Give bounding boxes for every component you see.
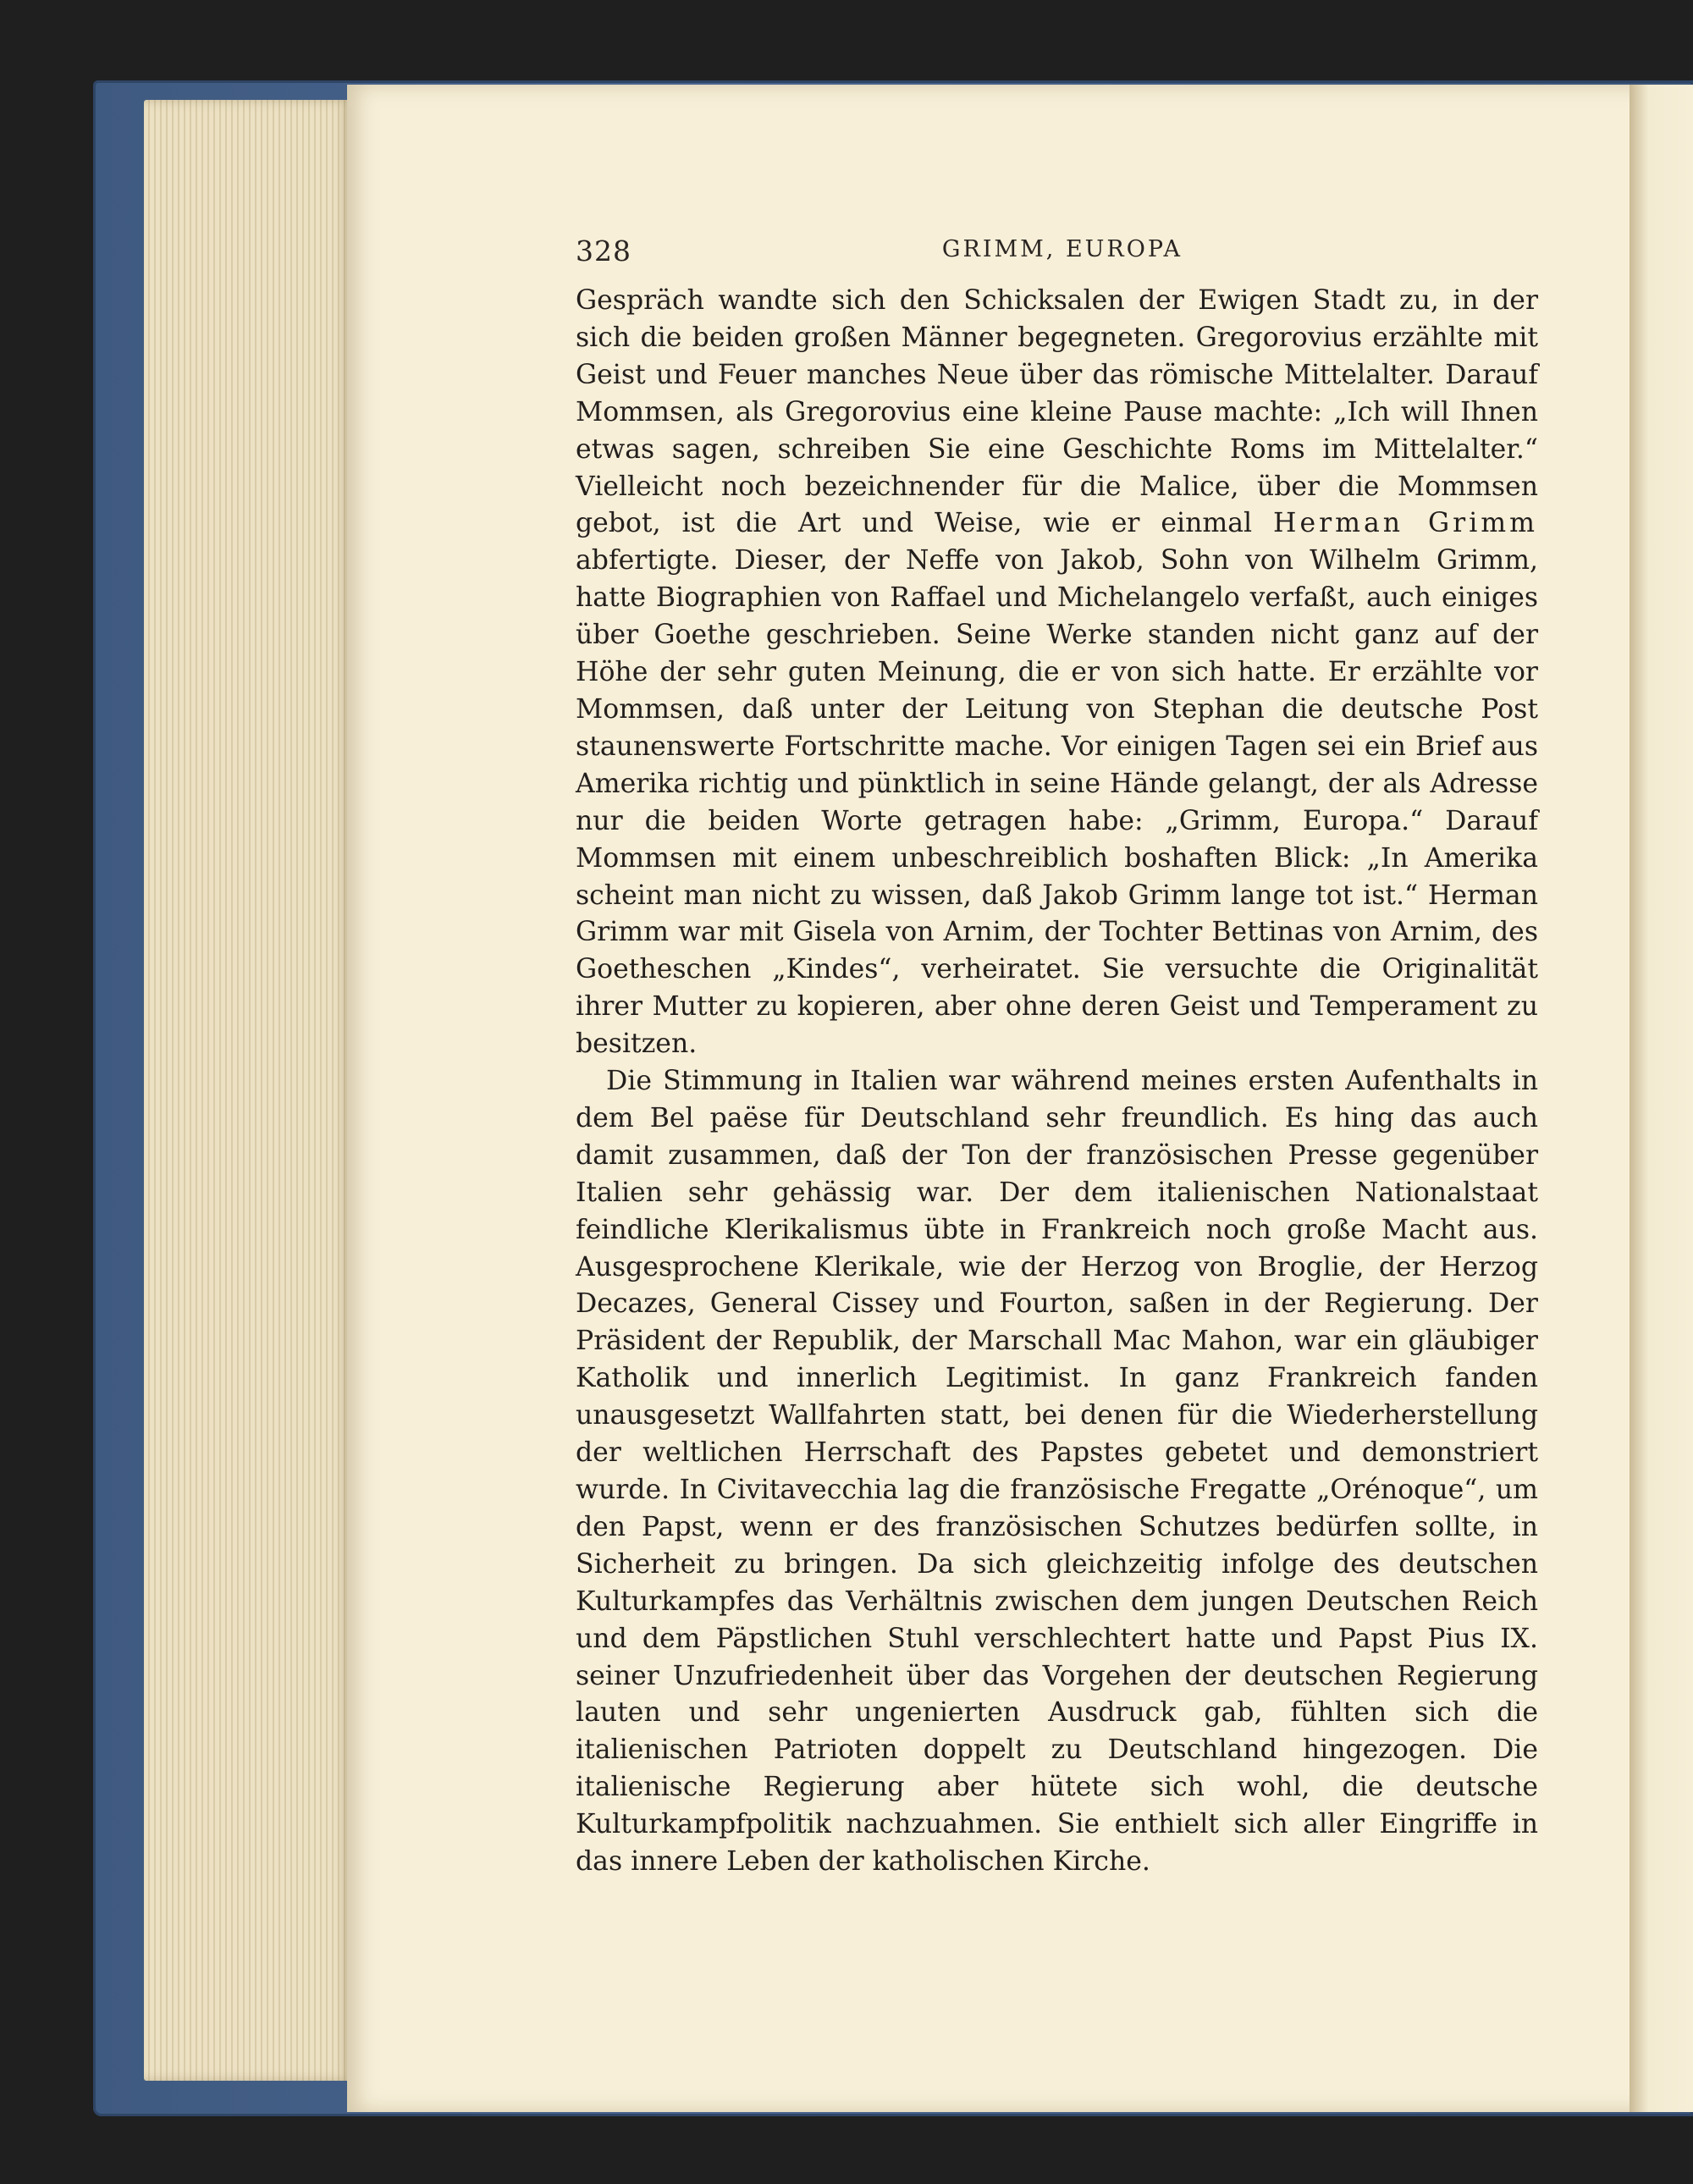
paragraph-2: Die Stimmung in Italien war während meines ersten Aufenthalts in dem Bel paëse für Deutschland sehr freundlich. Es hing das auch damit zusammen, daß der Ton der französischen Presse gegenüber Italien sehr gehässig war. Der dem italienischen Nationalstaat feindliche Klerikalismus übte in Frankreich noch große Macht aus. Ausgesprochene Klerikale, wie der Herzog von Broglie, der Herzog Decazes, General Cissey und Fourton, saßen in der Regierung. Der Präsident der Republik, der Marschall Mac Mahon, war ein gläubiger Katholik und innerlich Legitimist. In ganz Frankreich fanden unausgesetzt Wallfahrten statt, bei denen für die Wiederherstellung der weltlichen Herrschaft des Papstes gebetet und demonstriert wurde. In Civitavecchia lag die französische Fregatte „Orénoque“, um den Papst, wenn er des französischen Schutzes bedürfen sollte, in Sicherheit zu bringen. Da sich gleichzeitig infolge des deutschen Kulturkampfes das Verhältnis zwischen dem jungen Deutschen Reich und dem Päpstlichen Stuhl verschlechtert hatte und Papst Pius IX. seiner Unzufriedenheit über das Vorgehen der deutschen Regierung lauten und sehr ungenierten Ausdruck gab, fühlten sich die italienischen Patrioten doppelt zu Deutschland hingezogen. Die italienische Regierung aber hütete sich wohl, die deutsche Kulturkampfpolitik nachzuahmen. Sie enthielt sich aller Eingriffe in das innere Leben der katholischen Kirche. bbox=[576, 1066, 1538, 1878]
body-text bbox=[576, 283, 1538, 1881]
page-number: 328 bbox=[576, 234, 631, 267]
paragraph-1-spaced-name: Herman Grimm bbox=[1272, 508, 1539, 539]
page-header bbox=[576, 234, 1549, 268]
paragraph-1 bbox=[576, 283, 1538, 1063]
paragraph-1-part-1: Gespräch wandte sich den Schicksalen der Ewigen Stadt zu, in der sich die beiden großen Männer begegneten. Gregorovius erzählte mit Geist und Feuer manches Neue über das römische Mittelalter. Darauf Mommsen, als Gregorovius eine kleine Pause machte: „Ich will Ihnen etwas sagen, schreiben Sie eine Geschichte Roms im Mittelalter.“ Vielleicht noch bezeichnender für die Malice, über die Mommsen gebot, ist die Art und Weise, wie er einmal bbox=[576, 285, 1538, 539]
paragraph-1-part-2: abfertigte. Dieser, der Neffe von Jakob, Sohn von Wilhelm Grimm, hatte Biographien von Raffael und Michelangelo verfaßt, auch einiges über Goethe geschrieben. Seine Werke standen nicht ganz auf der Höhe der sehr guten Meinung, die er von sich hatte. Er erzählte vor Mommsen, daß unter der Leitung von Stephan die deutsche Post staunenswerte Fortschritte mache. Vor einigen Tagen sei ein Brief aus Amerika richtig und pünktlich in seine Hände gelangt, der als Adresse nur die beiden Worte getragen habe: „Grimm, Europa.“ Darauf Mommsen mit einem unbeschreiblich boshaften Blick: „In Amerika scheint man nicht zu wissen, daß Jakob Grimm lange tot ist.“ Herman Grimm war mit Gisela von Arnim, der Tochter Bettinas von Arnim, des Goetheschen „Kindes“, verheiratet. Sie versuchte die Originalität ihrer Mutter zu kopieren, aber ohne deren Geist und Temperament zu besitzen. bbox=[576, 545, 1538, 1060]
running-title: GRIMM, EUROPA bbox=[941, 236, 1183, 262]
page-edges bbox=[144, 100, 351, 2081]
facing-page-edge bbox=[1630, 85, 1693, 2112]
